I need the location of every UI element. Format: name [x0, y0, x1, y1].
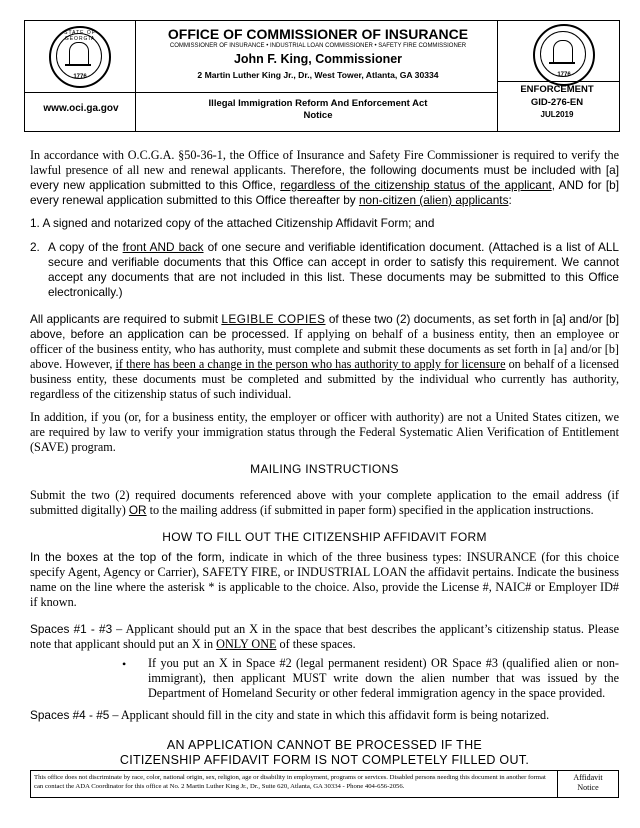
office-address: 2 Martin Luther King Jr., Dr., West Tower, Atlanta, GA 30334 [197, 70, 439, 80]
website-link[interactable]: www.oci.ga.gov [43, 103, 119, 114]
warning-line-1: AN APPLICATION CANNOT BE PROCESSED IF THE [166, 738, 483, 752]
office-title: OFFICE OF COMMISSIONER OF INSURANCE [167, 26, 469, 42]
spaces-1-3-paragraph: Spaces #1 - #3 – Applicant should put an X in the space that best describes the applicant’s citizenship status. Please note that applicant should put an X in ONLY ONE of these spaces. [30, 622, 619, 651]
footer-label [559, 773, 617, 793]
commissioner-name: John F. King, Commissioner [233, 52, 403, 66]
header-rule-center [135, 92, 497, 93]
warning-line-2: CITIZENSHIP AFFIDAVIT FORM IS NOT COMPLETELY FILLED OUT. [119, 753, 530, 767]
mailing-heading: MAILING INSTRUCTIONS [250, 462, 399, 476]
footer-notice: This office does not discriminate by race, color, national origin, sex, religion, age or disability in employment, programs or services. Disabled persons needing this document in another format can contact the ADA Coordinator for this office at No. 2 Martin Luther King Jr., Dr., Suite 620, Atlanta, GA 30334 - Phone 404-656-2056. [34, 774, 546, 790]
howto-heading: HOW TO FILL OUT THE CITIZENSHIP AFFIDAVIT FORM [162, 530, 487, 544]
spaces-bullet: If you put an X in Space #2 (legal permanent resident) OR Space #3 (qualified alien or non-immigrant), then applicant MUST write down the alien number that was issued by the Department of Homeland Security or other federal immigration agency in the space provided. [148, 656, 619, 700]
footer-label-line2: Notice [577, 783, 599, 792]
act-title [140, 98, 496, 122]
footer-box [30, 770, 619, 798]
header-divider-left [135, 21, 136, 131]
list-item-2-number: 2. [30, 240, 40, 254]
act-title-line2: Notice [303, 110, 333, 121]
spaces-4-5-paragraph: Spaces #4 - #5 – Applicant should fill in the city and state in which this affidavit form is being notarized. [30, 708, 550, 722]
georgia-seal-right: 1776 [533, 24, 595, 86]
mailing-paragraph: Submit the two (2) required documents referenced above with your complete application to the email address (if submitted digitally) OR to the mailing address (if submitted in paper form) specified in the application instructions. [30, 488, 619, 517]
list-item-2: A copy of the front AND back of one secure and verifiable identification document. (Attached is a list of ALL secure and verifiable documents that this Office can accept in order to satisfy this requirement. We cannot accept any documents that are not included in this list. These documents may be submitted to this Office electronically.) [48, 240, 619, 299]
act-title-line1: Illegal Immigration Reform And Enforcement Act [208, 98, 428, 109]
legible-copies-paragraph: All applicants are required to submit LEGIBLE COPIES of these two (2) documents, as set forth in [a] and/or [b] above, before an application can be processed. If applying on behalf of a business entity, then an employee or officer of the business entity, who has authority, must complete and submit these documents as set forth in [a] and/or [b] above. However, if there has been a change in the person who has authority to apply for licensure on behalf of a licensed business entity, these documents must be completed and submitted by the individual who currently has authority, regardless of the citizenship status of such individual. [30, 312, 620, 401]
code-enforcement: ENFORCEMENT [520, 84, 594, 95]
intro-paragraph: In accordance with O.C.G.A. §50-36-1, the Office of Insurance and Safety Fire Commissioner is required to verify the lawful presence of all new and renewal applicants. Therefore, the following documents must be included with [a] every new application submitted to this Office, regardless of the citizenship status of the applicant, AND for [b] every renewal application submitted to this Office thereafter by non-citizen (alien) applicants: [30, 148, 620, 207]
list-item-1: 1. A signed and notarized copy of the attached Citizenship Affidavit Form; and [30, 216, 435, 230]
howto-paragraph: In the boxes at the top of the form, indicate in which of the three business types: INSURANCE (for this choice specify Agent, Agency or Carrier), SAFETY FIRE, or INDUSTRIAL LOAN the affidavit pertains. Indicate the business name on the line where the asterisk * is applicable to the choice. Also, provide the License #, NAIC# or Employer ID# if known. [30, 550, 619, 609]
footer-label-line1: Affidavit [573, 773, 603, 782]
header-rule-left [25, 92, 135, 93]
code-date: JUL2019 [540, 110, 574, 119]
footer-divider [557, 771, 558, 797]
georgia-seal-left: STATE OF GEORGIA 1776 [49, 26, 111, 88]
office-subtitle: COMMISSIONER OF INSURANCE • INDUSTRIAL LOAN COMMISSIONER • SAFETY FIRE COMMISSIONER [169, 43, 467, 49]
bullet-icon: • [122, 657, 127, 671]
save-paragraph: In addition, if you (or, for a business entity, the employer or officer with authority) are not a United States citizen, we are required by law to verify your immigration status through the Federal Systematic Alien Verification of Entitlement (SAVE) program. [30, 410, 619, 454]
code-form-number: GID-276-EN [530, 97, 584, 108]
